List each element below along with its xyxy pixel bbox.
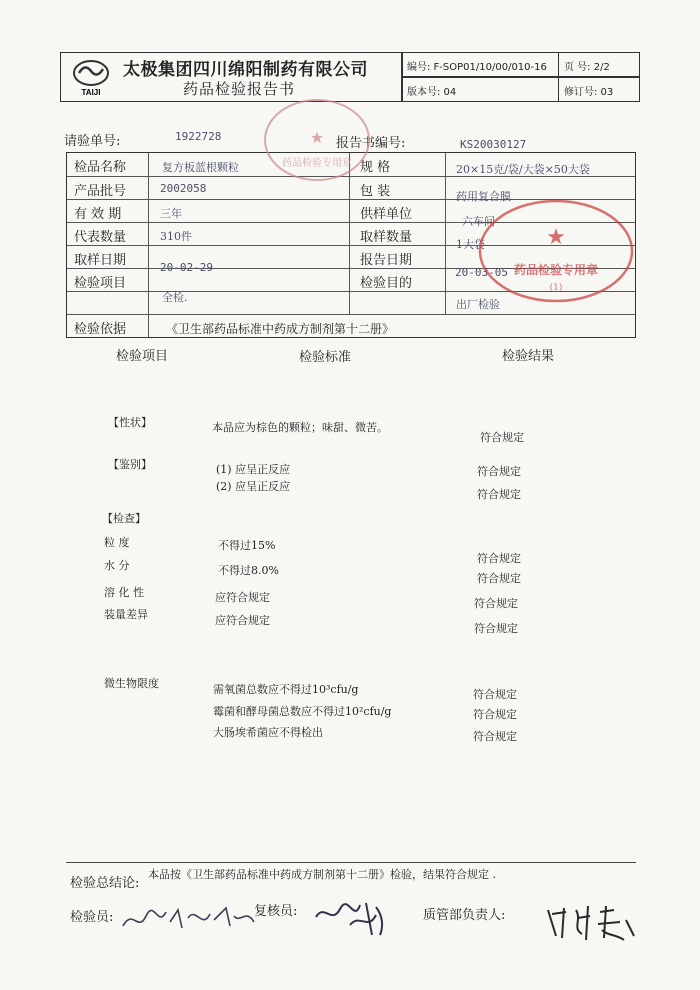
inspection-stamp-2 [476, 196, 636, 306]
inspector-label: 检验员: [70, 910, 114, 925]
report-no-value: KS20030127 [460, 138, 527, 151]
inspection-item-result: 符合规定 [477, 572, 521, 585]
inspection-item-standard: 应符合规定 [215, 591, 270, 604]
request-no-value: 1922728 [175, 130, 222, 143]
inspection-item-standard: 应符合规定 [215, 614, 270, 627]
items-value: 全检. [162, 291, 188, 304]
qa-label: 质管部负责人: [423, 908, 506, 923]
svg-text:★: ★ [546, 225, 566, 250]
sample-qty-label: 取样数量 [360, 230, 413, 245]
col-item: 检验项目 [116, 349, 169, 364]
request-no-label: 请验单号: [64, 134, 121, 149]
inspection-item-result: 符合规定 [474, 597, 518, 610]
purpose-value: 出厂检验 [456, 298, 500, 311]
col-result: 检验结果 [502, 349, 555, 364]
sample-date-value: 20-02-29 [160, 261, 213, 274]
micro-res-2: 符合规定 [473, 708, 517, 721]
section-character: 【性状】 [108, 416, 152, 429]
header-table [60, 52, 640, 102]
section-inspection: 【检查】 [102, 512, 146, 525]
company-name: 太极集团四川绵阳制药有限公司 [123, 60, 368, 80]
qa-signature [542, 900, 642, 944]
doc-code: 编号: F-SOP01/10/00/010-16 [407, 62, 547, 73]
page-number: 页 号: 2/2 [564, 62, 610, 73]
name-value: 复方板蓝根颗粒 [162, 161, 239, 174]
inspection-item-result: 符合规定 [474, 622, 518, 635]
micro-res-3: 符合规定 [473, 730, 517, 743]
inspection-item-name: 溶 化 性 [104, 586, 144, 599]
svg-text:药品检验专用章: 药品检验专用章 [282, 158, 352, 169]
svg-text:(1): (1) [549, 283, 563, 293]
batch-label: 产品批号 [74, 184, 127, 199]
basis-label: 检验依据 [74, 322, 127, 337]
character-standard: 本品应为棕色的颗粒；味甜、微苦。 [212, 421, 388, 434]
svg-text:药品检验专用章: 药品检验专用章 [513, 263, 599, 277]
qty-label: 代表数量 [74, 230, 127, 245]
sample-qty-value: 1大袋 [456, 238, 485, 251]
name-label: 检品名称 [74, 160, 127, 175]
conclusion-divider [66, 862, 636, 863]
report-date-label: 报告日期 [360, 253, 413, 268]
inspection-item-name: 水 分 [104, 559, 130, 572]
identification-res-1: 符合规定 [477, 465, 521, 478]
supplier-label: 供样单位 [360, 207, 413, 222]
version-number: 版本号: 04 [407, 87, 457, 98]
revision-number: 修订号: 03 [564, 87, 614, 98]
report-no-label: 报告书编号: [336, 136, 406, 151]
batch-value: 2002058 [160, 182, 207, 195]
report-title: 药品检验报告书 [183, 80, 296, 98]
conclusion-label: 检验总结论: [70, 876, 140, 891]
items-label: 检验项目 [74, 276, 127, 291]
spec-value: 20×15克/袋/大袋×50大袋 [456, 163, 590, 176]
conclusion-text: 本品按《卫生部药品标准中药成方制剂第十二册》检验，结果符合规定 . [148, 868, 496, 881]
section-identification: 【鉴别】 [108, 458, 152, 471]
inspection-item-standard: 不得过15% [218, 539, 276, 552]
sample-date-label: 取样日期 [74, 253, 127, 268]
inspection-item-name: 装量差异 [104, 608, 148, 621]
col-standard: 检验标准 [299, 350, 352, 365]
pack-value: 药用复合膜 [456, 190, 511, 203]
report-date-value: 20-03-05 [455, 266, 508, 279]
expiry-value: 三年 [160, 207, 182, 220]
supplier-value: 六车间 [462, 215, 495, 228]
checker-signature [310, 895, 390, 939]
taiji-logo [67, 57, 115, 97]
identification-std-1: (1) 应呈正反应 [216, 463, 291, 476]
character-result: 符合规定 [480, 431, 524, 444]
inspection-item-name: 粒 度 [104, 536, 130, 549]
inspector-signature [118, 898, 258, 938]
inspection-item-standard: 不得过8.0% [218, 564, 279, 577]
micro-res-1: 符合规定 [473, 688, 517, 701]
checker-label: 复核员: [254, 904, 298, 919]
inspection-item-result: 符合规定 [477, 552, 521, 565]
expiry-label: 有 效 期 [74, 207, 122, 222]
basis-value: 《卫生部药品标准中药成方制剂第十二册》 [166, 322, 395, 336]
svg-text:★: ★ [309, 128, 325, 147]
micro-std-3: 大肠埃希菌应不得检出 [213, 726, 323, 739]
spec-label: 规 格 [360, 160, 391, 175]
qty-value: 310件 [160, 230, 192, 243]
identification-res-2: 符合规定 [477, 488, 521, 501]
micro-std-2: 霉菌和酵母菌总数应不得过10²cfu/g [213, 705, 392, 718]
identification-std-2: (2) 应呈正反应 [216, 480, 291, 493]
micro-std-1: 需氧菌总数应不得过10³cfu/g [213, 683, 359, 696]
section-micro: 微生物限度 [104, 677, 159, 690]
pack-label: 包 装 [360, 184, 391, 199]
svg-text:TAIJI: TAIJI [81, 88, 101, 97]
purpose-label: 检验目的 [360, 276, 413, 291]
inspection-stamp-1 [262, 96, 372, 184]
